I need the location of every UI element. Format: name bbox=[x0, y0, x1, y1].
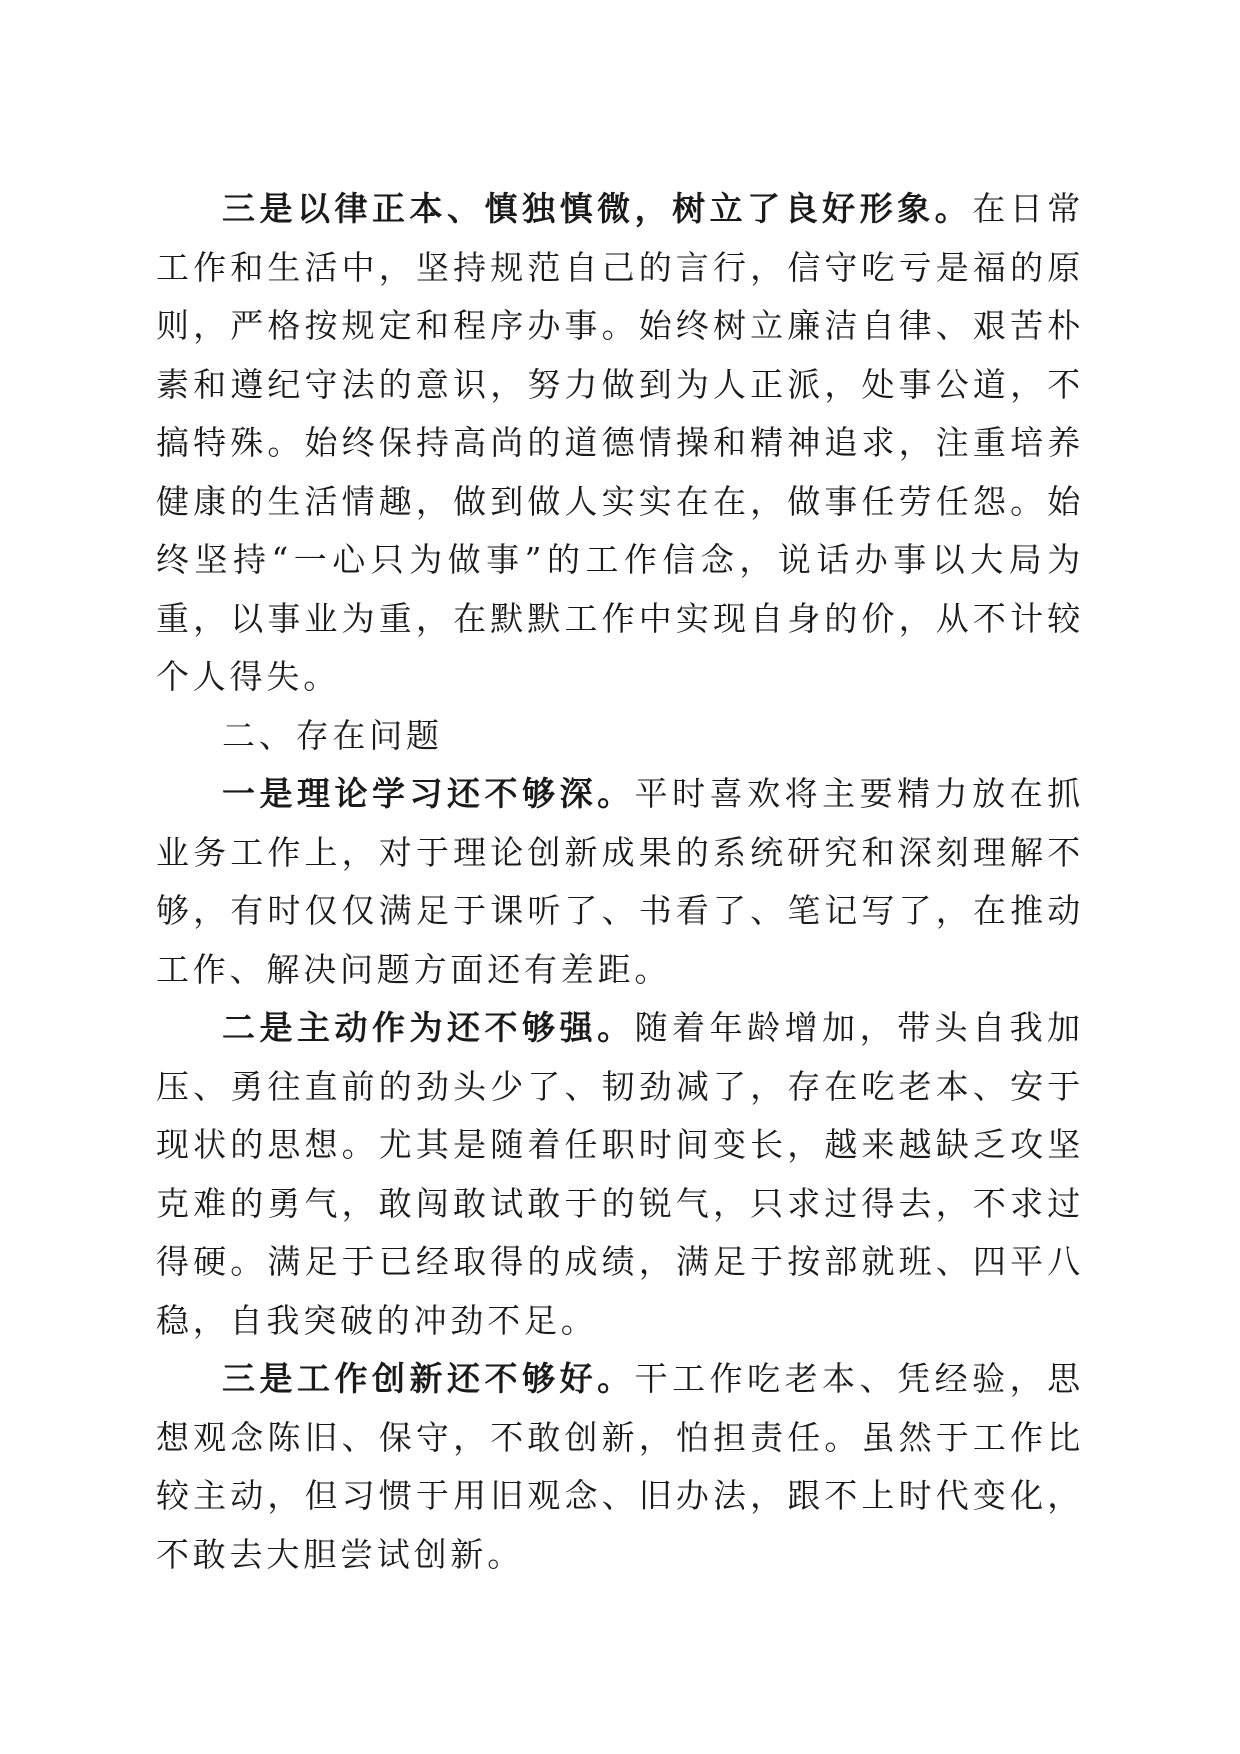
issue-paragraph-initiative bbox=[156, 999, 1084, 1350]
document-page bbox=[156, 180, 1084, 1584]
paragraph-image-integrity bbox=[156, 180, 1084, 707]
issue-lead: 三是工作创新还不够好。 bbox=[222, 1359, 635, 1398]
paragraph-lead: 三是以律正本、慎独慎微，树立了良好形象。 bbox=[222, 189, 973, 228]
paragraph-body: 在日常工作和生活中，坚持规范自己的言行，信守吃亏是福的原则，严格按规定和程序办事。始终树立廉洁自律、艰苦朴素和遵纪守法的意识，努力做到为人正派，处事公道，不搞特殊。始终保持高尚的道德情操和精神追求，注重培养健康的生活情趣，做到做人实实在在，做事任劳任怨。始终坚持“一心只为做事”的工作信念，说话办事以大局为重，以事业为重，在默默工作中实现自身的价，从不计较个人得失。 bbox=[156, 189, 1085, 696]
issue-paragraph-theory-study bbox=[156, 765, 1084, 999]
issue-body: 平时喜欢将主要精力放在抓业务工作上，对于理论创新成果的系统研究和深刻理解不够，有时仅仅满足于课听了、书看了、笔记写了，在推动工作、解决问题方面还有差距。 bbox=[156, 774, 1084, 989]
issue-body: 随着年龄增加，带头自我加压、勇往直前的劲头少了、韧劲减了，存在吃老本、安于现状的思想。尤其是随着任职时间变长，越来越缺乏攻坚克难的勇气，敢闯敢试敢于的锐气，只求过得去，不求过得硬。满足于已经取得的成绩，满足于按部就班、四平八稳，自我突破的冲劲不足。 bbox=[156, 1008, 1084, 1340]
issue-body: 干工作吃老本、凭经验，思想观念陈旧、保守，不敢创新，怕担责任。虽然于工作比较主动，但习惯于用旧观念、旧办法，跟不上时代变化，不敢去大胆尝试创新。 bbox=[156, 1359, 1084, 1574]
issue-lead: 一是理论学习还不够深。 bbox=[222, 774, 635, 813]
section-heading-issues: 二、存在问题 bbox=[222, 715, 443, 755]
issue-lead: 二是主动作为还不够强。 bbox=[222, 1008, 635, 1047]
issue-paragraph-innovation bbox=[156, 1350, 1084, 1584]
